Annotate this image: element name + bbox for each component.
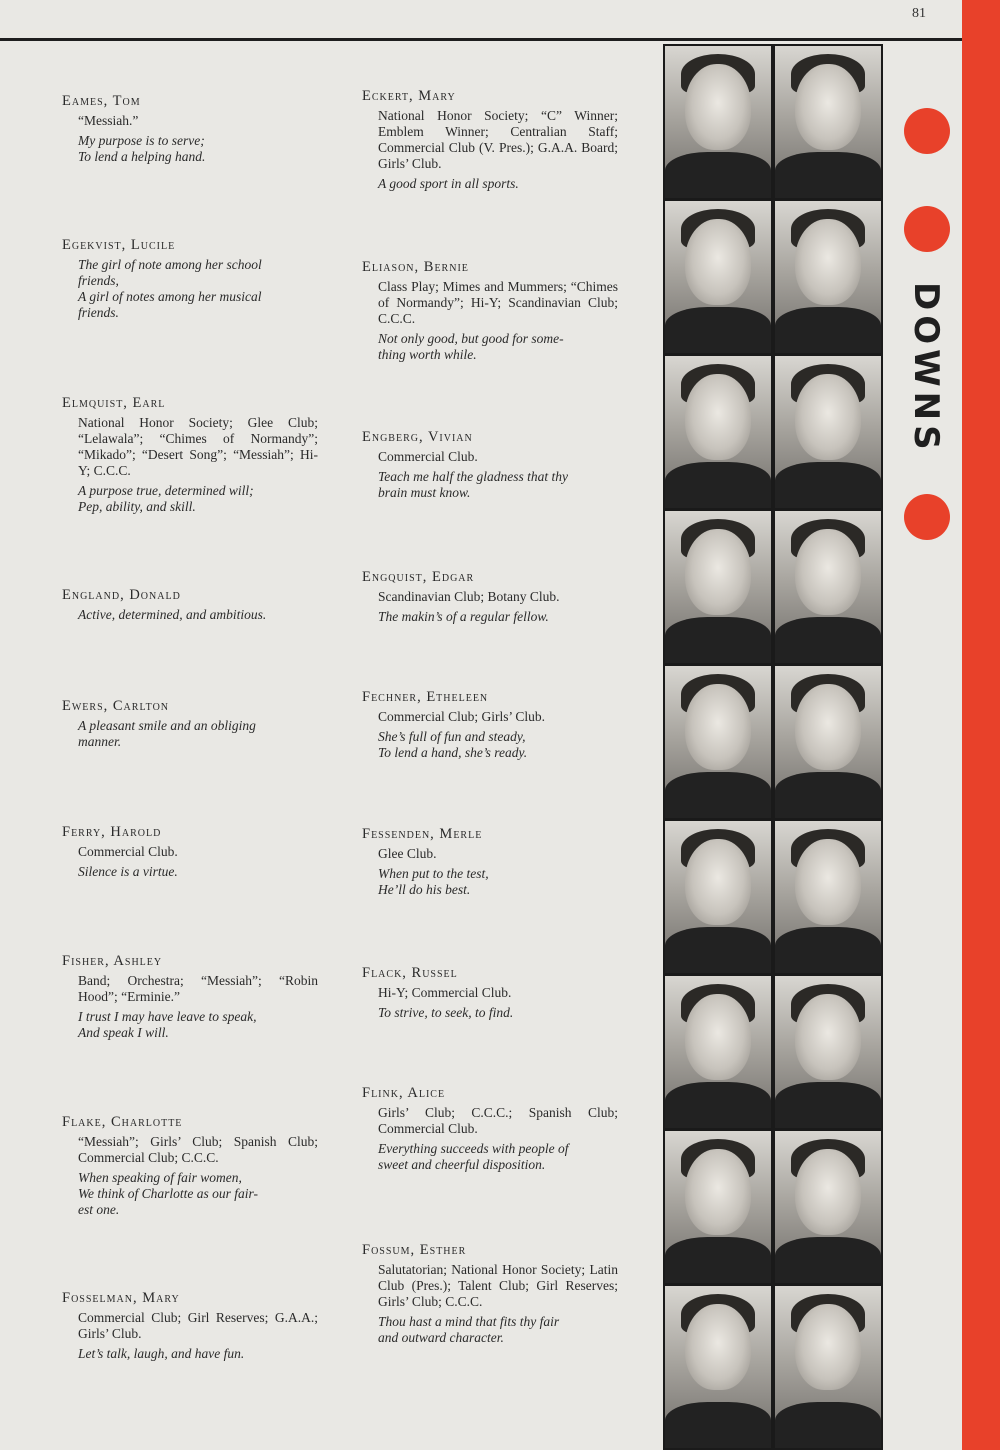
senior-entry [62,93,318,165]
portrait-photo [775,511,881,663]
portrait-photo [665,1286,771,1448]
portrait-photo [775,201,881,353]
senior-activities: Commercial Club; Girl Reserves; G.A.A.; Girls’ Club. [78,1310,318,1341]
portrait-strip [663,44,883,1450]
senior-entry [362,1085,618,1173]
senior-entry [62,237,318,321]
senior-quote: Thou hast a mind that fits thy fair and outward character. [378,1314,560,1345]
senior-activities: Hi-Y; Commercial Club. [378,985,512,1000]
senior-name: Fossum, Esther [362,1242,467,1258]
senior-activities: National Honor Society; “C” Winner; Emblem Winner; Centralian Staff; Commercial Club (V. Pres.); G.A.A. Board; Girls’ Club. [378,108,618,171]
senior-quote: Let’s talk, laugh, and have fun. [78,1346,245,1361]
senior-name: Egekvist, Lucile [62,237,176,253]
section-title: DOWNS [906,282,946,455]
senior-activities: Commercial Club. [378,449,478,464]
senior-entry [362,429,618,501]
portrait-photo [665,356,771,508]
senior-name: Flake, Charlotte [62,1114,183,1130]
senior-entry [362,1242,618,1346]
portrait-photo [665,46,771,198]
red-dot-icon [904,494,950,540]
portrait-photo [665,821,771,973]
senior-activities: “Messiah”; Girls’ Club; Spanish Club; Commercial Club; C.C.C. [78,1134,318,1165]
top-rule [0,38,964,41]
senior-quote: When speaking of fair women, We think of Charlotte as our fair- est one. [78,1170,258,1217]
senior-name: Ferry, Harold [62,824,162,840]
senior-quote: Teach me half the gladness that thy brain must know. [378,469,568,500]
page-number: 81 [912,6,926,21]
senior-activities: Band; Orchestra; “Messiah”; “Robin Hood”; “Erminie.” [78,973,318,1004]
senior-quote: A pleasant smile and an obliging manner. [78,718,256,749]
senior-quote: I trust I may have leave to speak, And speak I will. [78,1009,257,1040]
senior-activities: “Messiah.” [78,113,139,128]
senior-activities: Glee Club. [378,846,437,861]
portrait-photo [775,356,881,508]
portrait-photo [775,976,881,1128]
senior-entry [362,965,618,1021]
senior-quote: When put to the test, He’ll do his best. [378,866,489,897]
senior-activities: Commercial Club; Girls’ Club. [378,709,545,724]
senior-name: Fisher, Ashley [62,953,163,969]
portrait-photo [775,46,881,198]
portrait-photo [665,201,771,353]
senior-entry [362,689,618,761]
senior-name: Eliason, Bernie [362,259,469,275]
portrait-photo [775,821,881,973]
senior-name: Flack, Russel [362,965,458,981]
portrait-photo [775,1286,881,1448]
senior-activities: National Honor Society; Glee Club; “Lelawala”; “Chimes of Normandy”; “Mikado”; “Desert Song”; “Messiah”; Hi-Y; C.C.C. [78,415,318,478]
portrait-photo [665,976,771,1128]
senior-quote: The makin’s of a regular fellow. [378,609,549,624]
portrait-photo [665,1131,771,1283]
senior-activities: Commercial Club. [78,844,178,859]
senior-name: Fosselman, Mary [62,1290,180,1306]
senior-quote: Active, determined, and ambitious. [78,607,267,622]
red-margin-band [962,0,1000,1450]
senior-quote: The girl of note among her school friends, A girl of notes among her musical friends. [78,257,262,320]
senior-name: Fechner, Etheleen [362,689,489,705]
senior-quote: A purpose true, determined will; Pep, ability, and skill. [78,483,254,514]
senior-quote: A good sport in all sports. [378,176,519,191]
senior-name: Engberg, Vivian [362,429,473,445]
senior-name: Flink, Alice [362,1085,446,1101]
red-dot-icon [904,108,950,154]
senior-entry [362,569,618,625]
senior-quote: Silence is a virtue. [78,864,178,879]
senior-entry [62,824,318,880]
senior-name: England, Donald [62,587,181,603]
senior-quote: To strive, to seek, to find. [378,1005,514,1020]
senior-activities: Girls’ Club; C.C.C.; Spanish Club; Commercial Club. [378,1105,618,1136]
senior-entry [62,1114,318,1218]
senior-quote: Everything succeeds with people of sweet and cheerful disposition. [378,1141,569,1172]
senior-activities: Salutatorian; National Honor Society; Latin Club (Pres.); Talent Club; Girl Reserves; Girls’ Club; C.C.C. [378,1262,618,1309]
portrait-photo [775,1131,881,1283]
senior-name: Ewers, Carlton [62,698,170,714]
senior-name: Elmquist, Earl [62,395,166,411]
portrait-photo [775,666,881,818]
senior-quote: Not only good, but good for some- thing worth while. [378,331,564,362]
senior-entry [62,953,318,1041]
senior-entry [62,395,318,515]
senior-entry [362,259,618,363]
portrait-photo [665,666,771,818]
senior-name: Eames, Tom [62,93,141,109]
senior-name: Fessenden, Merle [362,826,483,842]
senior-entry [62,698,318,750]
portrait-photo [665,511,771,663]
red-dot-icon [904,206,950,252]
senior-entry [62,1290,318,1362]
senior-name: Engquist, Edgar [362,569,475,585]
senior-activities: Class Play; Mimes and Mummers; “Chimes of Normandy”; Hi-Y; Scandinavian Club; C.C.C. [378,279,618,326]
senior-quote: She’s full of fun and steady, To lend a hand, she’s ready. [378,729,528,760]
senior-entry [362,88,618,192]
senior-entry [362,826,618,898]
senior-quote: My purpose is to serve; To lend a helping hand. [78,133,206,164]
senior-name: Eckert, Mary [362,88,456,104]
senior-activities: Scandinavian Club; Botany Club. [378,589,560,604]
senior-entry [62,587,318,623]
